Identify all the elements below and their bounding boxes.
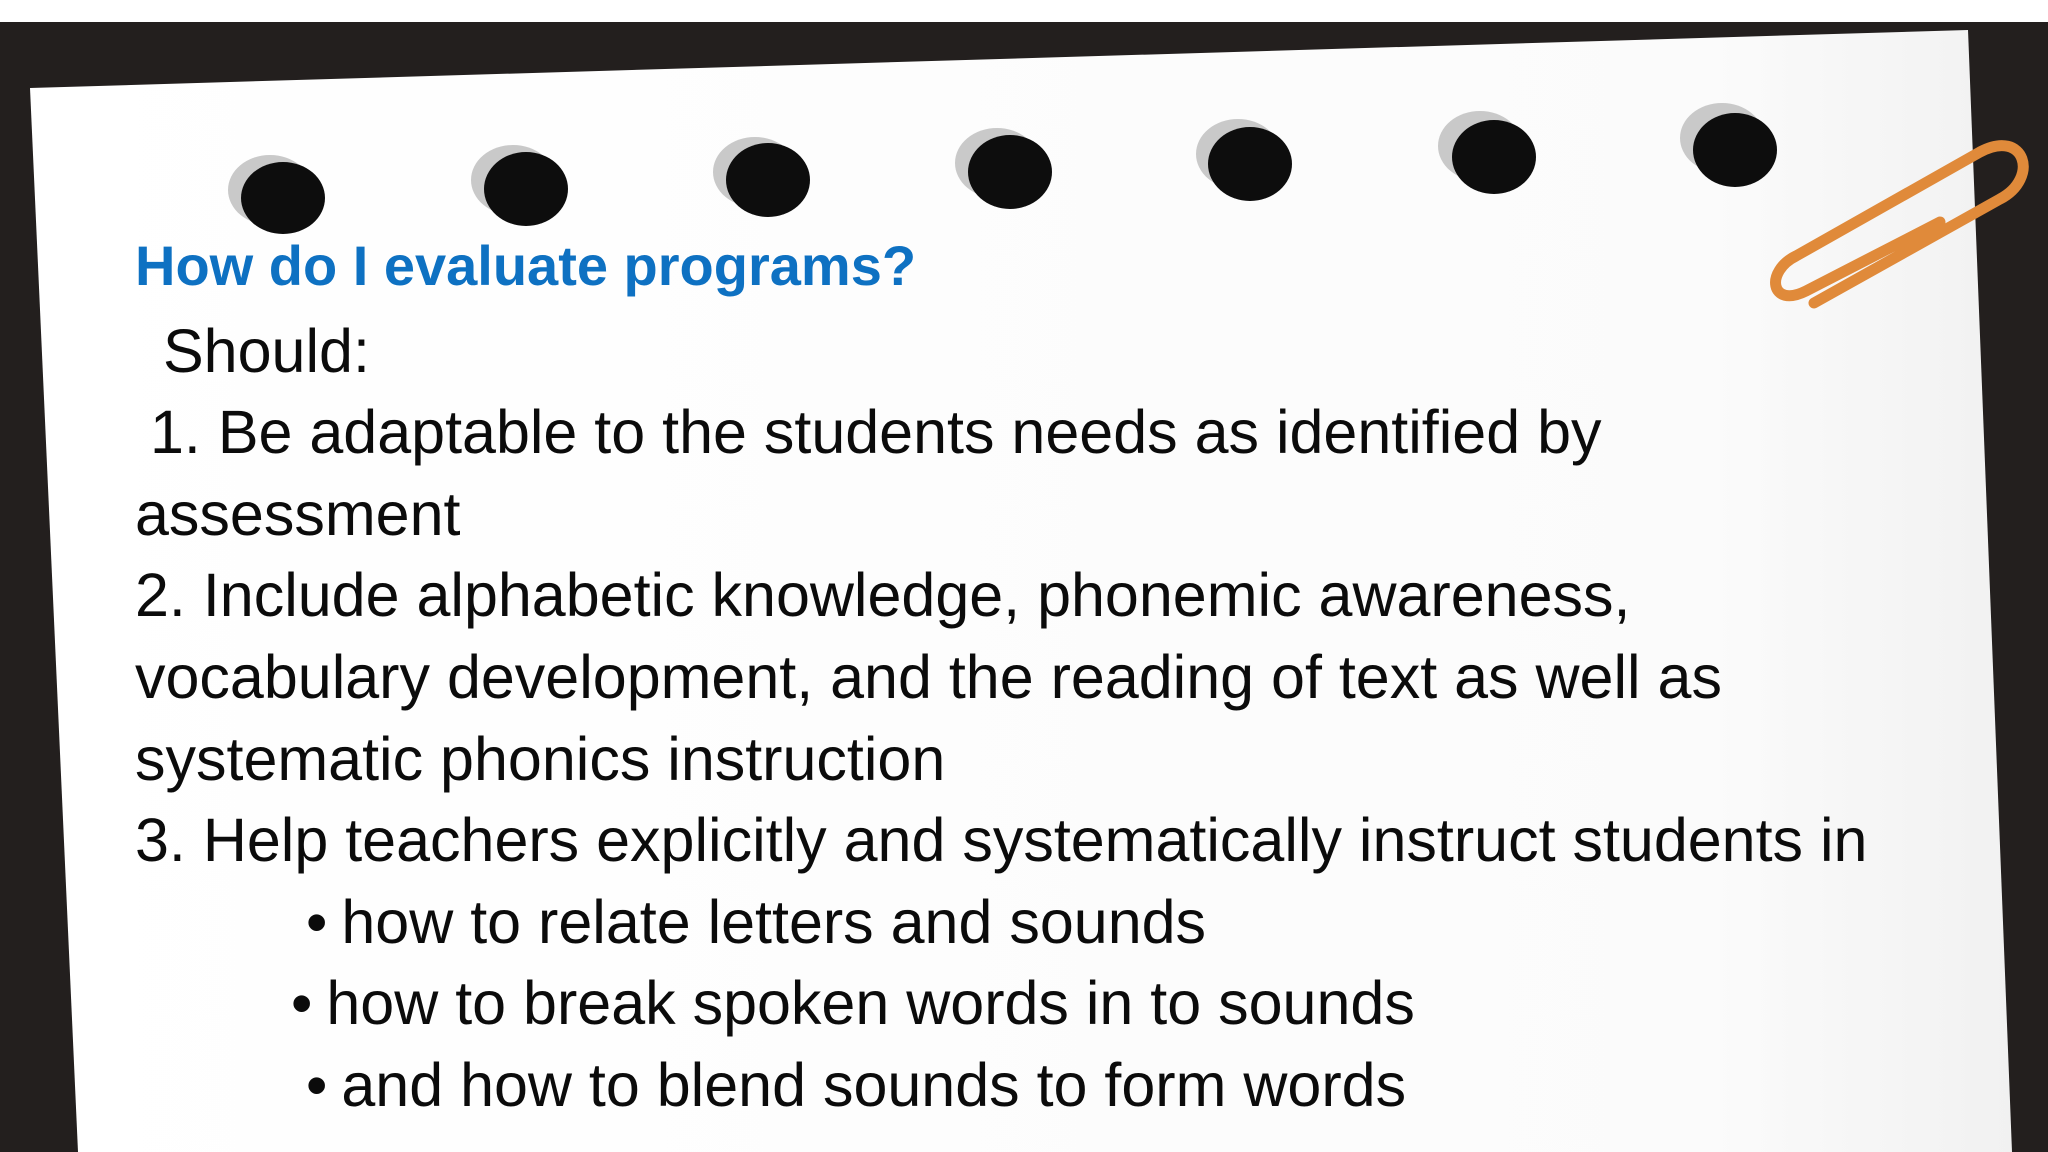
slide-heading: How do I evaluate programs? <box>135 234 917 297</box>
item-1-line-1: 1. Be adaptable to the students needs as identified by <box>150 398 1602 466</box>
item-2-line-3: systematic phonics instruction <box>135 725 946 793</box>
item-1-line-2: assessment <box>135 480 461 548</box>
should-label: Should: <box>163 317 370 385</box>
item-2-line-2: vocabulary development, and the reading of text as well as <box>135 643 1722 711</box>
bullet-item <box>306 888 1207 956</box>
bullet-text: how to relate letters and sounds <box>341 888 1207 956</box>
bullet-text: how to break spoken words in to sounds <box>326 969 1415 1037</box>
bullet-text: and how to blend sounds to form words <box>341 1051 1407 1119</box>
bullet-dot: • <box>306 1051 328 1119</box>
bullet-item <box>291 969 1415 1037</box>
item-3-line-1: 3. Help teachers explicitly and systematically instruct students in <box>135 806 1868 874</box>
bullet-dot: • <box>306 888 328 956</box>
bullet-item <box>306 1051 1407 1119</box>
item-2-line-1: 2. Include alphabetic knowledge, phonemic awareness, <box>135 561 1631 629</box>
bullet-dot: • <box>291 969 313 1037</box>
